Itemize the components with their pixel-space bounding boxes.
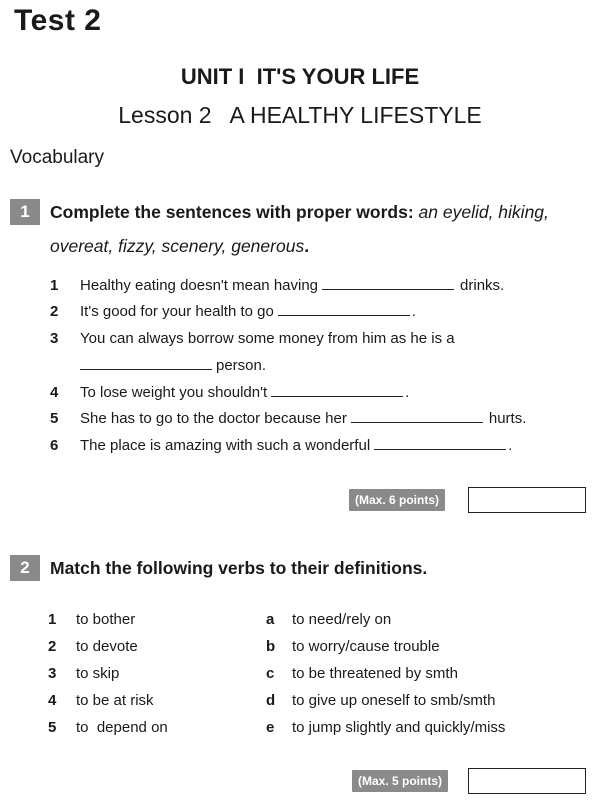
verb-number: 4 bbox=[48, 692, 57, 709]
item-text-after: hurts. bbox=[488, 410, 527, 427]
verb-number: 2 bbox=[48, 638, 57, 655]
verb-text: to bother bbox=[76, 611, 136, 628]
item-text-after: . bbox=[405, 384, 410, 401]
lesson-title: Lesson 2 A HEALTHY LIFESTYLE bbox=[118, 102, 482, 128]
definition-item bbox=[266, 665, 505, 692]
definition-letter: c bbox=[266, 665, 275, 682]
task1-max-points: (Max. 6 points) bbox=[349, 489, 445, 511]
definition-letter: e bbox=[266, 719, 275, 736]
task1-period: . bbox=[304, 236, 310, 256]
test-title: Test 2 bbox=[14, 4, 102, 37]
definition-text: to worry/cause trouble bbox=[292, 638, 440, 655]
answer-blank[interactable] bbox=[322, 278, 454, 290]
verb-number: 3 bbox=[48, 665, 57, 682]
item-text-after: drinks. bbox=[460, 277, 505, 294]
item-text: Healthy eating doesn't mean having bbox=[80, 277, 319, 294]
task1-instruction-text: Complete the sentences with proper words: bbox=[50, 202, 414, 222]
definition-letter: b bbox=[266, 638, 276, 655]
task2-number-badge: 2 bbox=[10, 555, 40, 581]
task1-item-4 bbox=[50, 384, 409, 401]
definition-text: to give up oneself to smb/smth bbox=[292, 692, 496, 709]
verb-text: to depend on bbox=[76, 719, 168, 736]
definition-item bbox=[266, 638, 505, 665]
item-number: 4 bbox=[50, 384, 59, 401]
item-number: 5 bbox=[50, 410, 59, 427]
answer-blank[interactable] bbox=[374, 438, 506, 450]
verb-text: to skip bbox=[76, 665, 120, 682]
verb-number: 1 bbox=[48, 611, 57, 628]
verb-text: to be at risk bbox=[76, 692, 154, 709]
answer-blank[interactable] bbox=[278, 304, 410, 316]
item-text: The place is amazing with such a wonderful bbox=[80, 437, 371, 454]
verb-text: to devote bbox=[76, 638, 138, 655]
answer-blank[interactable] bbox=[271, 385, 403, 397]
task2-instruction: Match the following verbs to their definitions. bbox=[50, 558, 428, 578]
definition-item bbox=[266, 611, 505, 638]
item-number: 6 bbox=[50, 437, 59, 454]
item-number: 2 bbox=[50, 303, 59, 320]
definition-letter: a bbox=[266, 611, 275, 628]
verb-number: 5 bbox=[48, 719, 57, 736]
task1-item-5 bbox=[50, 410, 526, 427]
task2-score-box[interactable] bbox=[468, 768, 586, 794]
answer-blank[interactable] bbox=[351, 411, 483, 423]
definition-text: to be threatened by smth bbox=[292, 665, 458, 682]
task1-item-2 bbox=[50, 303, 416, 320]
verb-item bbox=[48, 665, 168, 692]
task1-words-line1: an eyelid, hiking, bbox=[413, 202, 549, 222]
task1-instruction bbox=[50, 194, 549, 230]
item-text: You can always borrow some money from him as he is a bbox=[80, 330, 455, 347]
task1-words bbox=[50, 228, 309, 264]
task1-item-3 bbox=[50, 330, 455, 347]
answer-blank[interactable] bbox=[80, 358, 212, 370]
task1-words-line2: overeat, fizzy, scenery, generous bbox=[50, 236, 305, 256]
definition-item bbox=[266, 719, 505, 746]
verb-item bbox=[48, 638, 168, 665]
item-text: She has to go to the doctor because her bbox=[80, 410, 347, 427]
definitions-list bbox=[266, 611, 505, 746]
task1-item-1 bbox=[50, 277, 504, 294]
task1-number-badge: 1 bbox=[10, 199, 40, 225]
item-text-after: . bbox=[508, 437, 513, 454]
task2-max-points: (Max. 5 points) bbox=[352, 770, 448, 792]
definition-letter: d bbox=[266, 692, 276, 709]
item-text-after: . bbox=[411, 303, 416, 320]
unit-title: UNIT I IT'S YOUR LIFE bbox=[180, 64, 420, 89]
task1-item-6 bbox=[50, 437, 512, 454]
definition-text: to jump slightly and quickly/miss bbox=[292, 719, 506, 736]
item-text: It's good for your health to go bbox=[80, 303, 274, 320]
verb-item bbox=[48, 692, 168, 719]
task1-item-3-cont bbox=[80, 357, 266, 374]
verb-item bbox=[48, 719, 168, 746]
verb-item bbox=[48, 611, 168, 638]
task1-score-box[interactable] bbox=[468, 487, 586, 513]
item-text: To lose weight you shouldn't bbox=[80, 384, 268, 401]
definition-item bbox=[266, 692, 505, 719]
item-text-after: person. bbox=[216, 357, 267, 374]
item-number: 3 bbox=[50, 330, 59, 347]
section-title: Vocabulary bbox=[10, 147, 105, 168]
definition-text: to need/rely on bbox=[292, 611, 392, 628]
verbs-list bbox=[48, 611, 168, 746]
item-number: 1 bbox=[50, 277, 59, 294]
